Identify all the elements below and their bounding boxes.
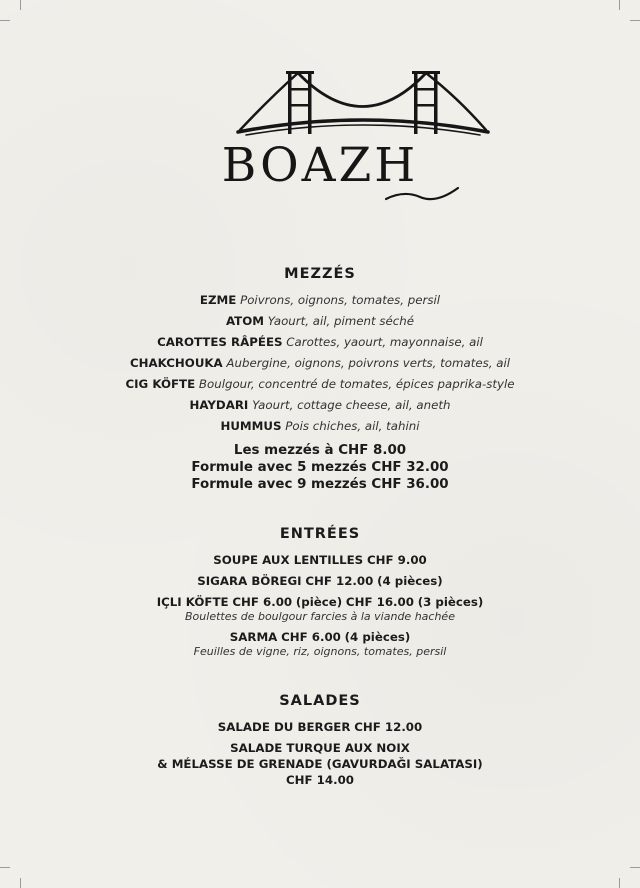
menu-item xyxy=(0,594,640,610)
item-name: CHAKCHOUKA xyxy=(129,356,223,370)
price-value: CHF 8.00 xyxy=(338,443,407,458)
menu-item xyxy=(0,719,640,735)
menu-item xyxy=(0,376,640,392)
brand-name: BOAZH xyxy=(221,138,419,193)
price-line xyxy=(0,459,640,476)
item-name: SALADE DU BERGER xyxy=(217,720,351,734)
item-description: Yaourt, cottage cheese, ail, aneth xyxy=(252,398,451,412)
item-name: SOUPE AUX LENTILLES xyxy=(213,553,364,567)
item-quantity: (pièce) xyxy=(295,595,343,609)
item-quantity: (4 pièces) xyxy=(344,630,411,644)
menu-item xyxy=(0,313,640,329)
item-name: SIGARA BÖREGI xyxy=(197,574,302,588)
menu-item xyxy=(0,629,640,645)
item-name: IÇLI KÖFTE xyxy=(156,595,229,609)
price-label: Formule avec 9 mezzés xyxy=(191,477,367,492)
item-price: CHF 12.00 xyxy=(354,720,423,734)
item-price: CHF 6.00 xyxy=(232,595,293,609)
item-name: CAROTTES RÂPÉES xyxy=(157,335,283,349)
menu-item xyxy=(0,418,640,434)
menu-item xyxy=(0,334,640,350)
crop-mark xyxy=(20,878,21,888)
item-description: Boulgour, concentré de tomates, épices paprika-style xyxy=(198,377,515,391)
price-value: CHF 36.00 xyxy=(371,477,449,492)
price-label: Les mezzés à xyxy=(233,443,334,458)
menu-item xyxy=(0,552,640,568)
crop-mark xyxy=(20,0,21,10)
item-name: ATOM xyxy=(225,314,264,328)
item-description: Poivrons, oignons, tomates, persil xyxy=(240,293,441,307)
item-name: HUMMUS xyxy=(220,419,282,433)
price-line xyxy=(0,476,640,493)
item-price: CHF 14.00 xyxy=(285,773,354,787)
item-name: SARMA xyxy=(229,630,278,644)
item-name: SALADE TURQUE AUX NOIX xyxy=(230,741,410,755)
item-price: CHF 12.00 xyxy=(305,574,374,588)
section-title-salades: SALADES xyxy=(279,693,361,709)
crop-mark xyxy=(630,867,640,868)
item-price: CHF 16.00 xyxy=(345,595,414,609)
item-name-continued: & MÉLASSE DE GRENADE (GAVURDAĞI SALATASI) xyxy=(157,757,483,771)
price-value: CHF 32.00 xyxy=(371,460,449,475)
crop-mark xyxy=(619,878,620,888)
item-description: Carottes, yaourt, mayonnaise, ail xyxy=(286,335,483,349)
item-description: Aubergine, oignons, poivrons verts, tomates, ail xyxy=(226,356,511,370)
crop-mark xyxy=(0,20,10,21)
item-description: Yaourt, ail, piment séché xyxy=(267,314,415,328)
item-price: CHF 9.00 xyxy=(366,553,427,567)
menu-item xyxy=(0,292,640,308)
crop-mark xyxy=(630,20,640,21)
crop-mark xyxy=(619,0,620,10)
item-description: Boulettes de boulgour farcies à la viande hachée xyxy=(185,610,455,623)
item-name: CIG KÖFTE xyxy=(125,377,196,391)
menu-item xyxy=(0,397,640,413)
item-quantity: (4 pièces) xyxy=(377,574,443,588)
item-name: HAYDARI xyxy=(189,398,249,412)
menu-item xyxy=(0,355,640,371)
price-label: Formule avec 5 mezzés xyxy=(191,460,367,475)
price-line xyxy=(0,442,640,459)
item-description: Feuilles de vigne, riz, oignons, tomates, persil xyxy=(193,645,447,658)
section-title-mezzes: MEZZÉS xyxy=(284,266,356,282)
item-price: CHF 6.00 xyxy=(281,630,341,644)
item-name: EZME xyxy=(199,293,237,307)
menu-item xyxy=(0,573,640,589)
section-title-entrees: ENTRÉES xyxy=(279,526,361,542)
item-quantity: (3 pièces) xyxy=(417,595,484,609)
item-description: Pois chiches, ail, tahini xyxy=(285,419,420,433)
crop-mark xyxy=(0,867,10,868)
